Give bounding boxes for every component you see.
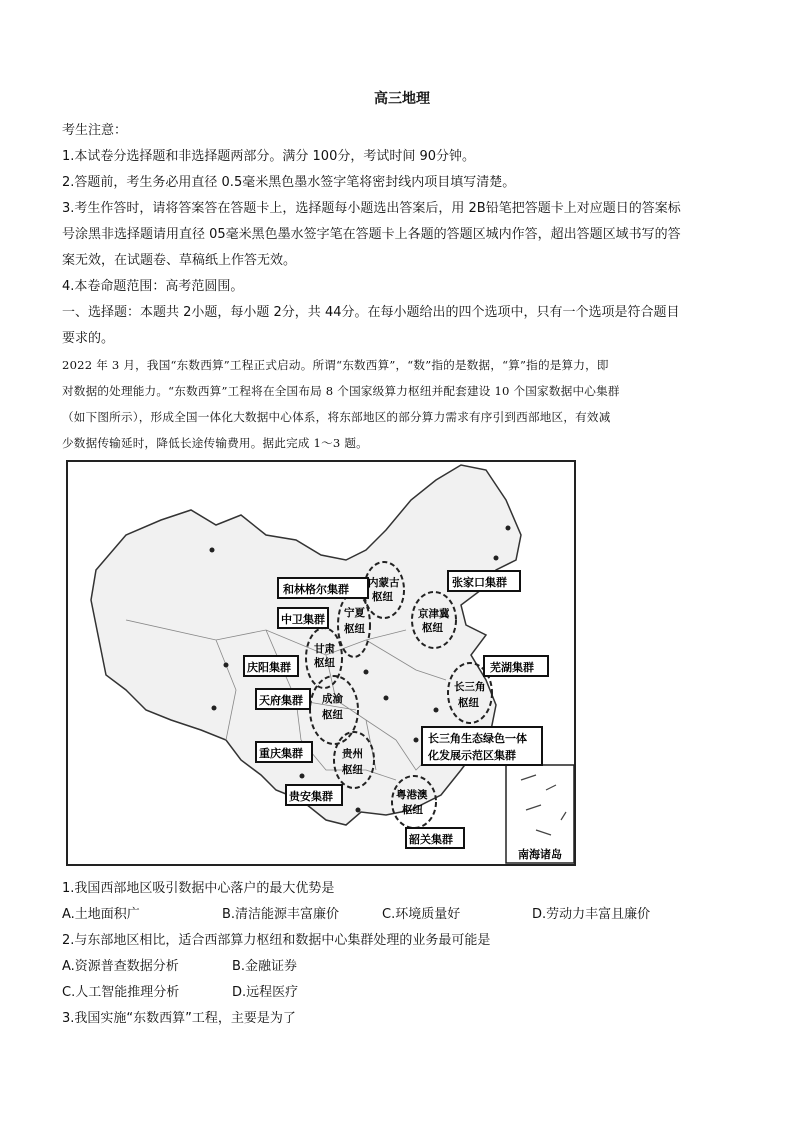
svg-text:枢纽: 枢纽: [402, 804, 423, 816]
option-d: D.远程医疗: [232, 985, 299, 1000]
svg-text:长三角生态绿色一体: 长三角生态绿色一体: [428, 732, 527, 745]
cluster-label-guian: [286, 785, 342, 805]
cluster-label-shaoguan: [406, 828, 464, 848]
cluster-label-qingyang: [244, 656, 298, 676]
question-stem: 1.我国西部地区吸引数据中心落户的最大优势是: [62, 881, 335, 896]
option-a: A.资源普查数据分析: [62, 959, 179, 974]
svg-text:中卫集群: 中卫集群: [281, 613, 325, 626]
svg-text:贵安集群: 贵安集群: [289, 790, 333, 803]
question-options: [62, 902, 742, 928]
option-b: B.金融证券: [232, 959, 298, 974]
notice-item: 1.本试卷分选择题和非选择题两部分。满分 100分，考试时间 90分钟。: [62, 149, 476, 164]
question-options: [62, 980, 742, 1006]
cluster-label-zhongwei: [278, 608, 328, 628]
svg-text:枢纽: 枢纽: [342, 764, 363, 776]
svg-text:贵州: 贵州: [342, 748, 363, 760]
cluster-label-wuhu: [484, 656, 548, 676]
section-heading: 一、选择题：本题共 2小题，每小题 2分，共 44分。在每小题给出的四个选项中，只有一个选项是符合题目: [62, 305, 680, 320]
section-heading-cont: 要求的。: [62, 331, 115, 346]
cluster-label-chongqing: [256, 742, 312, 762]
question-options: [62, 954, 742, 980]
passage-line: 少数据传输延时，降低长途传输费用。据此完成 1～3 题。: [62, 436, 368, 450]
svg-text:甘肃: 甘肃: [314, 643, 335, 655]
svg-text:枢纽: 枢纽: [372, 591, 393, 603]
notice-item: 2.答题前，考生务必用直径 0.5毫米黑色墨水签字笔将密封线内项目填写清楚。: [62, 175, 516, 190]
option-b: B.清洁能源丰富廉价: [222, 907, 340, 922]
question-list: [62, 876, 742, 1032]
svg-text:粤港澳: 粤港澳: [396, 789, 428, 801]
cluster-label-helingeer: [278, 578, 368, 598]
svg-text:韶关集群: 韶关集群: [409, 833, 453, 846]
notice-heading: 考生注意：: [62, 123, 128, 138]
option-d: D.劳动力丰富且廉价: [532, 907, 651, 922]
svg-text:京津冀: 京津冀: [418, 608, 450, 620]
svg-text:重庆集群: 重庆集群: [259, 747, 303, 760]
exam-page: [62, 88, 742, 456]
svg-text:枢纽: 枢纽: [458, 697, 479, 709]
cluster-label-changsanjiao-demo: [422, 727, 542, 765]
cluster-label-tianfu: [256, 689, 310, 709]
notice-item: 案无效，在试题卷、草稿纸上作答无效。: [62, 253, 297, 268]
svg-text:化发展示范区集群: 化发展示范区集群: [428, 749, 516, 762]
svg-text:宁夏: 宁夏: [344, 607, 365, 619]
option-a: A.土地面积广: [62, 907, 140, 922]
cluster-label-zhangjiakou: [448, 571, 520, 591]
svg-text:枢纽: 枢纽: [422, 622, 443, 634]
svg-text:枢纽: 枢纽: [314, 657, 335, 669]
svg-text:芜湖集群: 芜湖集群: [490, 661, 534, 674]
svg-text:庆阳集群: 庆阳集群: [247, 661, 291, 674]
svg-text:枢纽: 枢纽: [322, 709, 343, 721]
map-drawing: [66, 440, 578, 868]
inset-label: 南海诸岛: [518, 848, 562, 861]
passage-line: （如下图所示），形成全国一体化大数据中心体系，将东部地区的部分算力需求有序引到西部地区，有效减: [62, 410, 611, 424]
passage-line: 2022 年 3 月，我国“东数西算”工程正式启动。所谓“东数西算”，“数”指的是数据，“算”指的是算力，即: [62, 358, 609, 372]
notice-item: 号涂黑非选择题请用直径 05毫米黑色墨水签字笔在答题卡上各题的答题区城内作答，超出答题区域书写的答: [62, 227, 681, 242]
svg-text:内蒙古: 内蒙古: [368, 577, 400, 589]
china-outline: [91, 465, 521, 825]
svg-text:枢纽: 枢纽: [344, 623, 365, 635]
svg-text:和林格尔集群: 和林格尔集群: [283, 583, 349, 596]
svg-text:张家口集群: 张家口集群: [452, 576, 507, 589]
option-c: C.人工智能推理分析: [62, 985, 180, 1000]
notice-item: 3.考生作答时，请将答案答在答题卡上，选择题每小题选出答案后，用 2B铅笔把答题卡上对应题日的答案标: [62, 201, 681, 216]
notice-item: 4.本卷命题范围：高考范圆围。: [62, 279, 244, 294]
passage-line: 对数据的处理能力。“东数西算”工程将在全国布局 8 个国家级算力枢纽并配套建设 10 个国家数据中心集群: [62, 384, 620, 398]
question-stem: 3.我国实施“东数西算”工程，主要是为了: [62, 1011, 296, 1026]
question-stem: 2.与东部地区相比，适合西部算力枢纽和数据中心集群处理的业务最可能是: [62, 933, 491, 948]
svg-text:成渝: 成渝: [322, 693, 343, 705]
svg-text:天府集群: 天府集群: [259, 694, 303, 707]
exam-title: 高三地理: [374, 91, 430, 107]
china-map-figure: [66, 440, 578, 868]
svg-text:长三角: 长三角: [454, 681, 486, 693]
option-c: C.环境质量好: [382, 907, 461, 922]
